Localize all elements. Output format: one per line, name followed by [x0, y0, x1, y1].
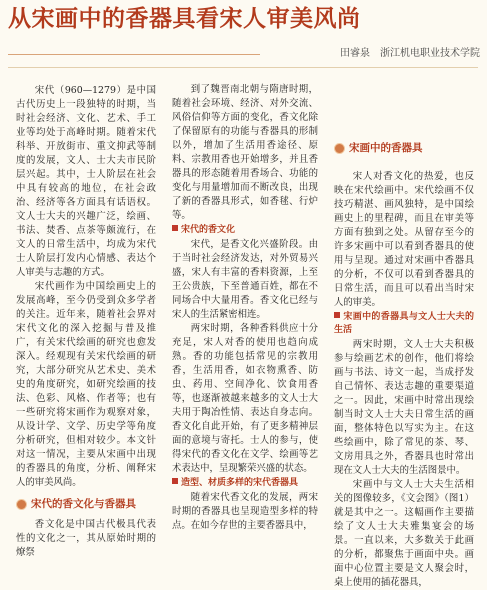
bullet-circle-icon — [334, 143, 345, 154]
section-heading — [16, 496, 156, 512]
sub-heading — [172, 224, 318, 237]
paragraph: 宋代（960—1279）是中国古代历史上一段独特的时期，当时社会经济、文化、艺术、手工业等均处于高峰时期。随着宋代科举、开放街市、重文抑武等制度的发展，文人、士大夫市民阶层兴起。其中，士人阶层在社会中具有较高的地位，在社会政治、经济等各方面具有话语权。文人士大夫的兴趣广泛，绘画、书法、焚香、点茶等颇流行，在文人的日常生活中，均成为宋代士人阶层打发内心情感、表达个人审美与志趣的方式。 — [16, 85, 156, 278]
paragraph: 香文化是中国古代极具代表性的文化之一，其从原始时期的燎祭 — [16, 519, 156, 558]
column-2 — [172, 83, 318, 533]
sub-heading-text: 宋代的香文化 — [181, 225, 236, 235]
paragraph: 宋代，是香文化兴盛阶段。由于当时社会经济发达，对外贸易兴盛，宋人有丰富的香料资源，上至王公贵族，下至普通百姓，都在不同场合中大量用香。香文化已经与宋人的生活紧密相连。 — [172, 239, 318, 320]
paragraph: 两宋时期，各种香料供应十分充足，宋人对香的使用也趋向成熟。香的功能包括常见的宗教用香，生活用香，如衣物熏香、防虫、药用、空间净化、饮食用香等，也逐渐被越来越多的文人士大夫用于陶冶性情、表达自身志向。香文化自此开始，有了更多精神层面的意境与寄托。士人的参与，使得宋代的香文化在文学、绘画等艺术表达中，呈现繁荣兴盛的状态。 — [172, 323, 318, 474]
sub-heading-text: 造型、材质多样的宋代香器具 — [181, 478, 299, 488]
article-title: 从宋画中的香器具看宋人审美风尚 — [8, 5, 361, 32]
section-heading-text: 宋画中的香器具 — [349, 142, 423, 154]
paragraph: 宋画中与文人士大夫生活相关的图像较多，《文会图》（图1）就是其中之一。这幅画作主要描绘了文人士大夫雅集宴会的场景。一直以来，大多数关于此画的分析，都聚焦于画面中央。画面中心位置主要是文人聚会时，桌上使用的插花器具， — [334, 479, 474, 588]
column-1 — [16, 84, 156, 560]
sub-heading-text: 宋画中的香器具与文人士大夫的生活 — [334, 312, 474, 335]
column-3 — [334, 140, 474, 590]
paragraph: 宋代画作为中国绘画史上的发展高峰，至今仍受到众多学者的关注。近年来，随着社会界对宋代文化的深入挖掘与普及推广，有关宋代绘画的研究也愈发深入。经观现有关宋代绘画的研究，大部分研究从艺术史、美术史的角度研究，如研究绘画的技法、色彩、风格、作者等；也有一些研究将宋画作为观察对象，从设计学、文学、历史学等角度分析研究，但相对较少。本文针对这一情况，主要从宋画中出现的香器具的角度，分析、阐释宋人的审美风尚。 — [16, 281, 156, 488]
bullet-square-icon — [172, 225, 178, 231]
bullet-circle-icon — [16, 499, 27, 510]
author-byline: 田睿泉 浙江机电职业技术学院 — [340, 48, 480, 59]
bullet-square-icon — [334, 312, 340, 318]
header-divider — [8, 67, 478, 68]
sub-heading — [334, 311, 474, 337]
paragraph: 两宋时期，文人士大夫积极参与绘画艺术的创作，他们将绘画与书法、诗文一起，当成抒发自己情怀、表达志趣的重要渠道之一。因此，宋画中时常出现绘制当时文人士大夫日常生活的画面，整体特色以写实为主。在这些绘画中，除了常见的茶、琴、文房用具之外，香器具也时常出现在文人士大夫的生活图景中。 — [334, 339, 474, 476]
section-heading — [334, 140, 474, 156]
bullet-square-icon — [172, 478, 178, 484]
sub-heading — [172, 477, 318, 490]
paragraph: 随着宋代香文化的发展，两宋时期的香器具也呈现造型多样的特点。在如今存世的主要香器具中， — [172, 492, 318, 531]
paragraph: 到了魏晋南北朝与隋唐时期，随着社会环境、经济、对外交流、风俗信仰等方面的变化，香文化除了保留原有的功能与香器具的形制以外，增加了生活用香途径、原料、宗教用香也开始增多，并且香器具的形态随着用香场合、功能的变化与用量增加而不断改良，出现了新的香器具形式，如香毬、行炉等。 — [172, 84, 318, 221]
paragraph: 宋人对香文化的热爱，也反映在宋代绘画中。宋代绘画不仅技巧精湛、画风独特，是中国绘画史上的里程碑，而且在审美等方面有独到之处。从留存至今的许多宋画中可以看到香器具的使用与呈现。通过对宋画中香器具的分析，不仅可以看到香器具的日常生活，而且可以看出当时宋人的审美。 — [334, 171, 474, 308]
section-heading-text: 宋代的香文化与香器具 — [31, 498, 136, 510]
byline-rule — [8, 54, 260, 55]
byline-row — [8, 46, 480, 62]
